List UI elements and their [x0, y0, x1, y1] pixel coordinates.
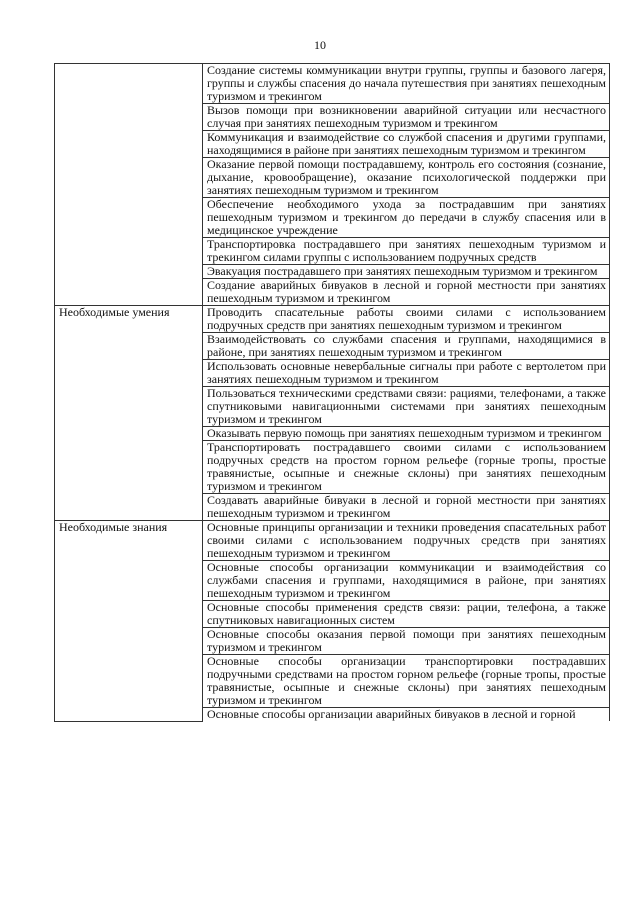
section-label: Необходимые знания [55, 521, 203, 722]
requirements-table [54, 63, 610, 722]
requirement-text: Основные способы организации аварийных бивуаков в лесной и горной [203, 708, 610, 722]
section-label: Необходимые умения [55, 306, 203, 521]
requirement-text: Использовать основные невербальные сигналы при работе с вертолетом при занятиях пешеходным туризмом и трекингом [203, 360, 610, 387]
page-number: 10 [314, 38, 326, 52]
table-row [55, 521, 610, 561]
requirement-text: Основные принципы организации и техники проведения спасательных работ своими силами с использованием подручных средств при занятиях пешеходным туризмом и трекингом [203, 521, 610, 561]
requirement-text: Эвакуация пострадавшего при занятиях пешеходным туризмом и трекингом [203, 265, 610, 279]
requirement-text: Оказывать первую помощь при занятиях пешеходным туризмом и трекингом [203, 427, 610, 441]
requirement-text: Транспортировать пострадавшего своими силами с использованием подручных средств на простом горном рельефе (горные тропы, простые травянистые, осыпные и снежные склоны) при занятиях пешеходным туризмом и трекингом [203, 441, 610, 494]
requirement-text: Основные способы организации коммуникации и взаимодействия со службами спасения и группами, находящимися в районе, при занятиях пешеходным туризмом и трекингом [203, 561, 610, 601]
requirement-text: Основные способы организации транспортировки пострадавших подручными средствами на простом горном рельефе (горные тропы, простые травянистые, осыпные и снежные склоны) при занятиях пешеходным туризмом и трекингом [203, 655, 610, 708]
requirement-text: Создавать аварийные бивуаки в лесной и горной местности при занятиях пешеходным туризмом и трекингом [203, 494, 610, 521]
requirement-text: Транспортировка пострадавшего при занятиях пешеходным туризмом и трекингом силами группы с использованием подручных средств [203, 238, 610, 265]
requirement-text: Создание системы коммуникации внутри группы, группы и базового лагеря, группы и службы спасения до начала путешествия при занятиях пешеходным туризмом и трекингом [203, 64, 610, 104]
requirement-text: Основные способы оказания первой помощи при занятиях пешеходным туризмом и трекингом [203, 628, 610, 655]
requirement-text: Взаимодействовать со службами спасения и группами, находящимися в районе, при занятиях пешеходным туризмом и трекингом [203, 333, 610, 360]
requirement-text: Основные способы применения средств связи: рации, телефона, а также спутниковых навигационных систем [203, 601, 610, 628]
requirement-text: Оказание первой помощи пострадавшему, контроль его состояния (сознание, дыхание, кровообращение), оказание психологической поддержки при занятиях пешеходным туризмом и трекингом [203, 158, 610, 198]
table-row [55, 306, 610, 333]
requirements-table-body [55, 64, 610, 722]
requirement-text: Обеспечение необходимого ухода за пострадавшим при занятиях пешеходным туризмом и трекингом до передачи в службу спасения или в медицинское учреждение [203, 198, 610, 238]
requirement-text: Коммуникация и взаимодействие со службой спасения и другими группами, находящимися в районе при занятиях пешеходным туризмом и трекингом [203, 131, 610, 158]
requirement-text: Пользоваться техническими средствами связи: рациями, телефонами, а также спутниковыми навигационными системами при занятиях пешеходным туризмом и трекингом [203, 387, 610, 427]
requirement-text: Вызов помощи при возникновении аварийной ситуации или несчастного случая при занятиях пешеходным туризмом и трекингом [203, 104, 610, 131]
table-row [55, 64, 610, 104]
requirement-text: Проводить спасательные работы своими силами с использованием подручных средств при занятиях пешеходным туризмом и трекингом [203, 306, 610, 333]
requirement-text: Создание аварийных бивуаков в лесной и горной местности при занятиях пешеходным туризмом и трекингом [203, 279, 610, 306]
section-label [55, 64, 203, 306]
